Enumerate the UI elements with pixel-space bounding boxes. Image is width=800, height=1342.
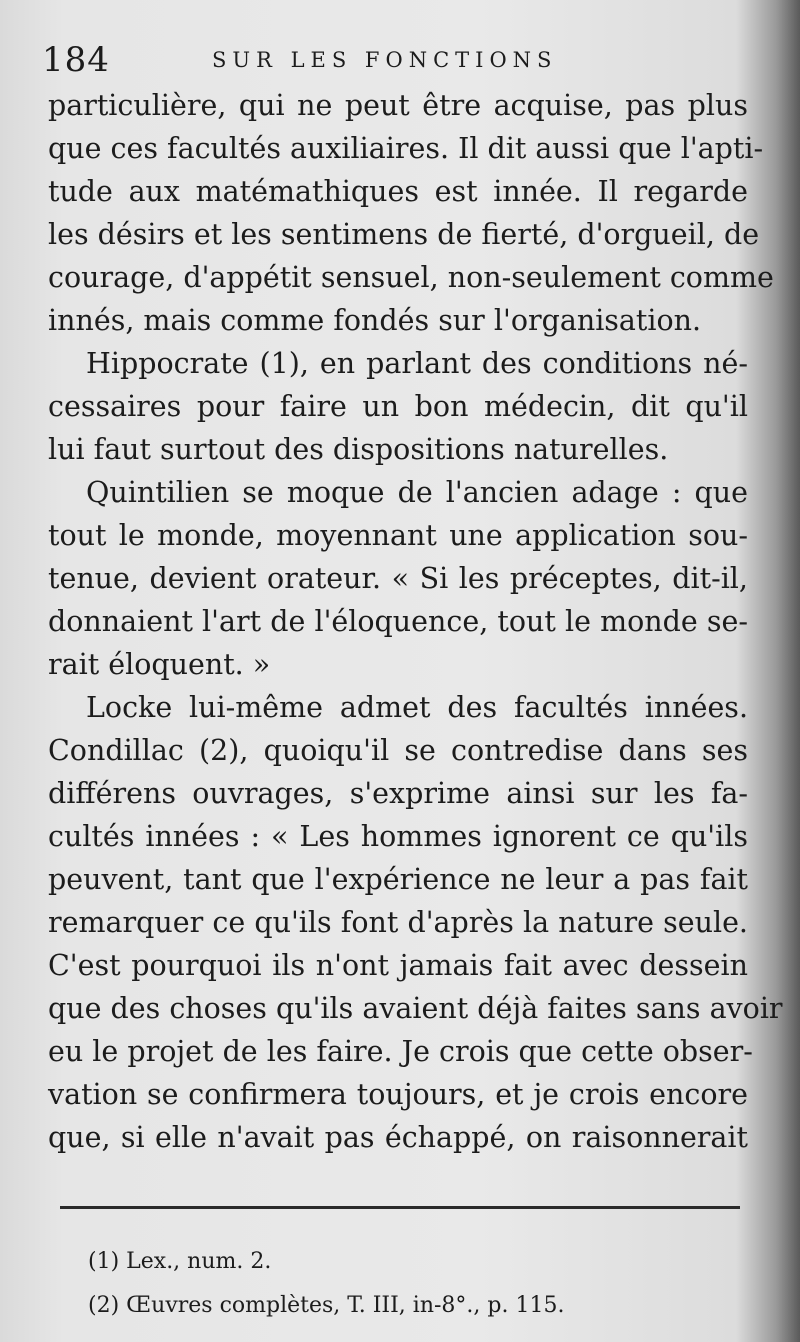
footnote-divider [60,1206,740,1209]
footnote-2: (2) Œuvres complètes, T. III, in-8°., p. 115. [88,1293,565,1318]
text-line: Condillac (2), quoiqu'il se contredise dans ses [48,734,748,767]
text-line: eu le projet de les faire. Je crois que cette obser- [48,1035,753,1068]
text-line: cultés innées : « Les hommes ignorent ce qu'ils [48,820,748,853]
text-line: particulière, qui ne peut être acquise, pas plus [48,89,748,122]
text-line: les désirs et les sentimens de fierté, d'orgueil, de [48,218,760,251]
text-line: vation se confirmera toujours, et je crois encore [48,1078,748,1111]
text-line: C'est pourquoi ils n'ont jamais fait avec dessein [48,949,748,982]
body-text [48,84,783,1159]
page-number: 184 [42,40,110,80]
text-line: que, si elle n'avait pas échappé, on raisonnerait [48,1121,748,1154]
text-line: rait éloquent. » [48,648,271,681]
page-header [42,40,762,90]
text-line: innés, mais comme fondés sur l'organisation. [48,304,702,337]
text-line: Quintilien se moque de l'ancien adage : que [86,476,748,509]
text-line: que ces facultés auxiliaires. Il dit aussi que l'apti- [48,132,764,165]
text-line: courage, d'appétit sensuel, non-seulement comme [48,261,774,294]
text-line: tenue, devient orateur. « Si les préceptes, dit-il, [48,562,748,595]
text-line: lui faut surtout des dispositions naturelles. [48,433,669,466]
running-title: SUR LES FONCTIONS [212,48,558,72]
text-line: donnaient l'art de l'éloquence, tout le monde se- [48,605,748,638]
text-line: cessaires pour faire un bon médecin, dit qu'il [48,390,748,423]
footnotes [88,1240,748,1328]
text-line: Hippocrate (1), en parlant des conditions né- [86,347,748,380]
footnote-1: (1) Lex., num. 2. [88,1249,272,1274]
text-line: Locke lui-même admet des facultés innées. [86,691,748,724]
text-line: différens ouvrages, s'exprime ainsi sur les fa- [48,777,748,810]
text-line: remarquer ce qu'ils font d'après la nature seule. [48,906,748,939]
text-line: tout le monde, moyennant une application sou- [48,519,748,552]
text-line: peuvent, tant que l'expérience ne leur a pas fait [48,863,748,896]
text-line: tude aux matémathiques est innée. Il regarde [48,175,748,208]
text-line: que des choses qu'ils avaient déjà faites sans avoir [48,992,783,1025]
